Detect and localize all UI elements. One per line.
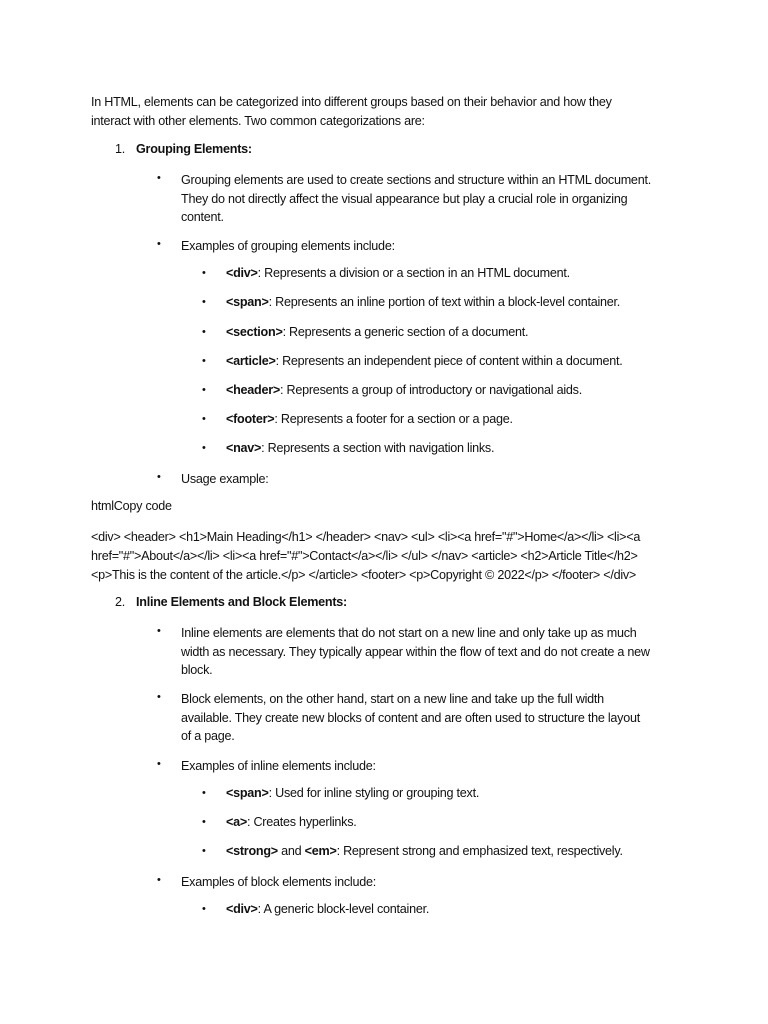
code-block: <div> <header> <h1>Main Heading</h1> </header> <nav> <ul> <li><a href="#">Home</a></li> <li><a href="#">About</a></li> <li><a href="#">Contact</a></li> </ul> </nav> <article> <h2>Article Title</h2> <p>This is the content of the article.</p> </article> <footer> <p>Copyright © 2022</p> </footer> </div> — [91, 530, 641, 582]
bullet: • — [202, 355, 206, 367]
bullet: • — [157, 874, 161, 886]
tag-name: <section> — [226, 325, 283, 339]
section-number: 2. — [114, 595, 125, 609]
tag-name: <footer> — [226, 412, 275, 426]
list-item: <span>: Used for inline styling or grouping text. — [226, 786, 480, 800]
list-item: <section>: Represents a generic section of a document. — [226, 325, 529, 339]
list-item-text: Block elements, on the other hand, start on a new line and take up the full width available. They create new blocks of content and are often used to structure the layout of a page. — [181, 692, 640, 744]
list-item: <div>: Represents a division or a section in an HTML document. — [226, 266, 570, 280]
bullet: • — [157, 758, 161, 770]
tag-name: <div> — [226, 902, 258, 916]
tag-name: <a> — [226, 815, 247, 829]
bullet: • — [157, 625, 161, 637]
tag-name: <div> — [226, 266, 258, 280]
bullet: • — [202, 787, 206, 799]
list-item-text: Examples of block elements include: — [181, 875, 376, 889]
code-label: htmlCopy code — [91, 499, 172, 513]
list-item-text: Inline elements are elements that do not start on a new line and only take up as much width as necessary. They typically appear within the flow of text and do not create a new block. — [181, 626, 650, 678]
section-number: 1. — [114, 142, 125, 156]
list-item-text: Grouping elements are used to create sections and structure within an HTML document. They do not directly affect the visual appearance but play a crucial role in organizing content. — [181, 173, 651, 225]
list-item: <a>: Creates hyperlinks. — [226, 815, 357, 829]
tag-name: <header> — [226, 383, 281, 397]
list-item: <header>: Represents a group of introductory or navigational aids. — [226, 383, 582, 397]
bullet: • — [202, 267, 206, 279]
bullet: • — [157, 238, 161, 250]
bullet: • — [157, 172, 161, 184]
bullet: • — [202, 845, 206, 857]
tag-name: <article> — [226, 354, 276, 368]
tag-name: <span> — [226, 786, 269, 800]
bullet: • — [202, 384, 206, 396]
list-item-text: Usage example: — [181, 472, 269, 486]
intro-line: interact with other elements. Two common categorizations are: — [91, 114, 425, 128]
tag-name: <em> — [304, 844, 337, 858]
list-item: <footer>: Represents a footer for a section or a page. — [226, 412, 513, 426]
bullet: • — [157, 471, 161, 483]
intro-line: In HTML, elements can be categorized into different groups based on their behavior and how they — [91, 95, 612, 109]
section-heading: Grouping Elements: — [136, 142, 252, 156]
bullet: • — [202, 903, 206, 915]
tag-name: <nav> — [226, 441, 262, 455]
tag-name: <span> — [226, 295, 269, 309]
bullet: • — [202, 413, 206, 425]
list-item: <span>: Represents an inline portion of text within a block-level container. — [226, 295, 621, 309]
tag-name: <strong> — [226, 844, 278, 858]
list-item-text: Examples of inline elements include: — [181, 759, 376, 773]
section-heading: Inline Elements and Block Elements: — [136, 595, 348, 609]
list-item-text: Examples of grouping elements include: — [181, 239, 395, 253]
bullet: • — [157, 691, 161, 703]
list-item: <strong> and <em>: Represent strong and emphasized text, respectively. — [226, 844, 623, 858]
intro-paragraph — [91, 93, 612, 131]
list-item: <div>: A generic block-level container. — [226, 902, 430, 916]
bullet: • — [202, 326, 206, 338]
bullet: • — [202, 816, 206, 828]
list-item: <nav>: Represents a section with navigation links. — [226, 441, 495, 455]
list-item: <article>: Represents an independent piece of content within a document. — [226, 354, 623, 368]
bullet: • — [202, 296, 206, 308]
bullet: • — [202, 442, 206, 454]
